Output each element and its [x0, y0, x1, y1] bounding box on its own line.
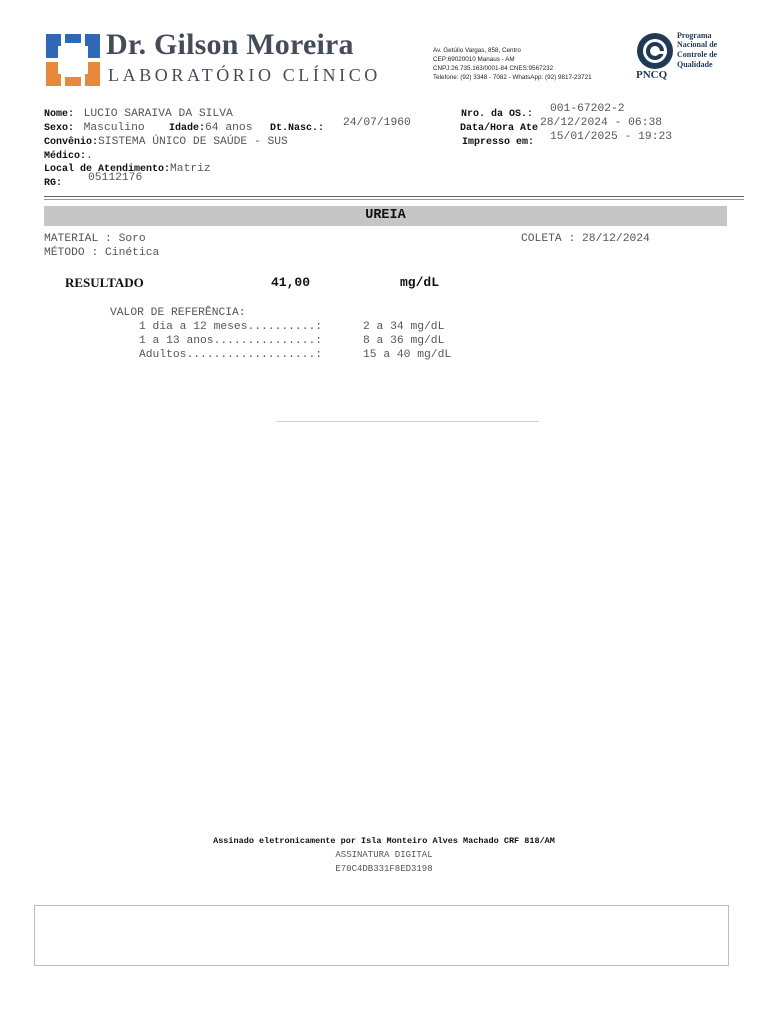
pncq-logo-icon — [634, 32, 676, 72]
reference-label: 1 a 13 anos...............: — [139, 335, 323, 347]
pncq-line-1: Programa — [677, 31, 712, 40]
lab-name: Dr. Gilson Moreira — [106, 28, 354, 61]
printed-label: Impresso em: — [462, 137, 535, 148]
patient-age: 64 anos — [205, 122, 253, 134]
rg-label: RG: — [44, 178, 63, 189]
nome-label: Nome: — [44, 109, 75, 120]
lab-logo-icon — [44, 32, 102, 88]
rg-row — [44, 172, 62, 190]
method: MÉTODO : Cinética — [44, 247, 160, 259]
printed-datetime: 15/01/2025 - 19:23 — [550, 131, 673, 143]
header-divider-secondary — [44, 199, 744, 200]
patient-rg: 05112176 — [88, 172, 143, 184]
pncq-line-2: Nacional de — [677, 40, 718, 49]
reference-title: VALOR DE REFERÊNCIA: — [110, 307, 246, 319]
idade-label: Idade: — [169, 123, 206, 134]
reference-label: 1 dia a 12 meses..........: — [139, 321, 323, 333]
material: MATERIAL : Soro — [44, 233, 146, 245]
patient-birthdate: 24/07/1960 — [343, 117, 411, 129]
patient-doctor: . — [86, 150, 93, 162]
reference-value: 15 a 40 mg/dL — [363, 349, 452, 361]
exam-title: UREIA — [365, 208, 406, 223]
patient-location: Matriz — [170, 163, 211, 175]
header-divider — [44, 196, 744, 197]
contact-cnpj: CNPJ:26.735.163/0001-84 CNES:9567232 — [433, 65, 554, 72]
medico-label: Médico: — [44, 151, 87, 162]
patient-insurance: SISTEMA ÚNICO DE SAÚDE - SUS — [98, 136, 288, 148]
dtnasc-label: Dt.Nasc.: — [270, 123, 325, 134]
reference-value: 8 a 36 mg/dL — [363, 335, 445, 347]
result-value: 41,00 — [271, 275, 311, 290]
patient-name: LUCIO SARAIVA DA SILVA — [83, 108, 233, 120]
result-label: RESULTADO — [65, 275, 144, 290]
pncq-line-4: Qualidade — [677, 60, 713, 69]
result-unit: mg/dL — [400, 275, 440, 290]
attendance-datetime: 28/12/2024 - 06:38 — [540, 117, 663, 129]
signed-by: Assinado eletronicamente por Isla Monteiro Alves Machado CRF 818/AM — [213, 836, 555, 846]
contact-phone: Telefone: (92) 3348 - 7082 - WhatsApp: (92) 9817-23721 — [433, 74, 592, 81]
signature-hash: E70C4DB331F8ED3198 — [335, 864, 433, 874]
reference-label: Adultos...................: — [139, 349, 323, 361]
os-number: 001-67202-2 — [550, 103, 625, 115]
reference-value: 2 a 34 mg/dL — [363, 321, 445, 333]
footer-box — [34, 905, 729, 966]
sexo-label: Sexo: — [44, 123, 75, 134]
os-label: Nro. da OS.: — [461, 109, 534, 120]
pncq-abbreviation: PNCQ — [636, 69, 668, 81]
signature-block — [0, 836, 768, 874]
contact-address: Av. Getúlio Vargas, 858, Centro — [433, 47, 521, 54]
contact-cep: CEP:69020010 Manaus - AM — [433, 56, 515, 63]
attendance-label: Data/Hora Ate — [460, 123, 539, 134]
printed-row — [462, 131, 534, 149]
convenio-label: Convênio: — [44, 137, 99, 148]
exam-title-bar — [44, 206, 727, 226]
collection-date: COLETA : 28/12/2024 — [521, 233, 650, 245]
lab-subtitle: LABORATÓRIO CLÍNICO — [108, 65, 381, 85]
section-divider — [276, 421, 539, 422]
signature-type: ASSINATURA DIGITAL — [335, 850, 433, 860]
patient-sex: Masculino — [83, 122, 145, 134]
local-label: Local de Atendimento: — [44, 164, 171, 175]
pncq-line-3: Controle de — [677, 50, 718, 59]
